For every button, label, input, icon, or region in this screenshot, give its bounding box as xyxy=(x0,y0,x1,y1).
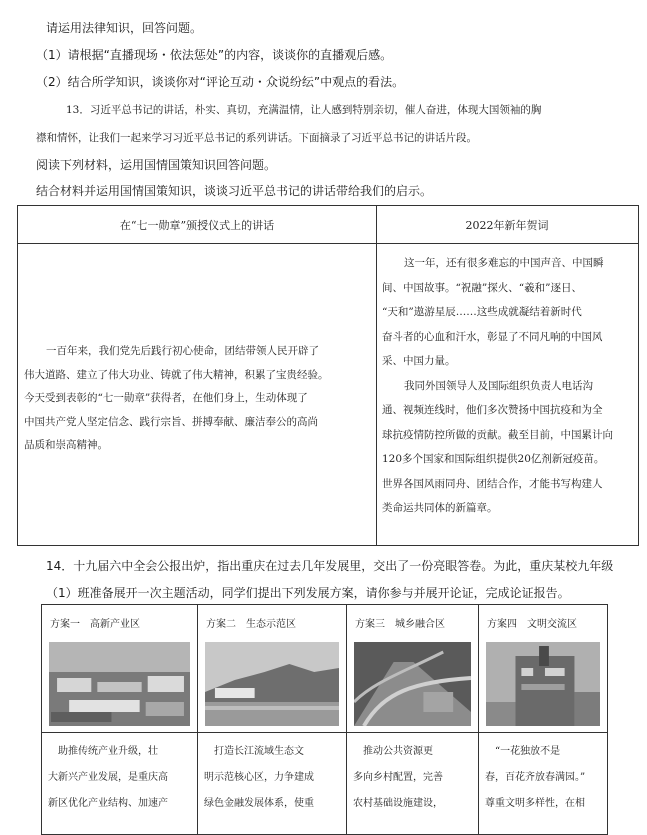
right-line: 类命运共同体的新篇章。 xyxy=(382,502,498,514)
plan-line: 推动公共资源更 xyxy=(353,746,433,757)
plan-2-column xyxy=(197,605,346,834)
left-column-header: 在“七一勋章”颁授仪式上的讲话 xyxy=(18,206,376,244)
right-line: 间、中国故事。“祝融”探火、“羲和”逐日、 xyxy=(382,281,582,294)
instruction-text: 请运用法律知识，回答问题。 xyxy=(46,21,203,35)
plan-4-column xyxy=(478,605,607,834)
right-line: 我同外国领导人及国际组织负责人电话沟 xyxy=(404,379,593,392)
question-1: （1）请根据“直播现场・依法惩处”的内容，谈谈你的直播观后感。 xyxy=(36,48,393,62)
right-line: 球抗疫情防控所做的贡献。截至目前，中国累计向 xyxy=(382,428,613,441)
left-line: 中国共产党人坚定信念、践行宗旨、拼搏奉献、廉洁奉公的高尚 xyxy=(24,415,318,428)
right-line: 采、中国力量。 xyxy=(382,355,456,367)
plan-line: 尊重文明多样性，在相 xyxy=(485,798,585,809)
plan-2-title: 方案二 生态示范区 xyxy=(206,619,296,630)
q13-read-instruction: 阅读下列材料，运用国情国策知识回答问题。 xyxy=(36,158,277,172)
right-line: “天和”遨游星辰……这些成就凝结着新时代 xyxy=(382,306,582,318)
left-speech-content xyxy=(24,340,372,458)
left-line: 今天受到表彰的“七一勋章”获得者，在他们身上，生动体现了 xyxy=(24,392,308,404)
right-line: 世界各国风雨同舟、团结合作，才能书写构建人 xyxy=(382,477,603,490)
plan-4-description xyxy=(485,739,603,817)
plan-3-column xyxy=(346,605,478,834)
q13-text-line2: 襟和情怀，让我们一起来学习习近平总书记的系列讲话。下面摘录了习近平总书记的讲话片段。 xyxy=(36,132,477,144)
right-line: 这一年，还有很多难忘的中国声音、中国瞬 xyxy=(404,257,604,269)
plan-line: 助推传统产业升级，壮 xyxy=(48,746,158,757)
plan-line: 多向乡村配置，完善 xyxy=(353,772,443,783)
plan-line: 绿色金融发展体系，使重 xyxy=(204,798,314,809)
plan-line: 大新兴产业发展，是重庆高 xyxy=(48,772,168,783)
plan-3-photo xyxy=(354,642,471,726)
plan-line: 农村基础设施建设， xyxy=(353,798,443,809)
plan-line: “一花独放不是 xyxy=(485,746,561,757)
q13-task: 结合材料并运用国情国策知识，谈谈习近平总书记的讲话带给我们的启示。 xyxy=(36,184,433,198)
question-2: （2）结合所学知识，谈谈你对“评论互动・众说纷纭”中观点的看法。 xyxy=(36,75,405,89)
speech-table xyxy=(17,205,639,546)
plan-line: 打造长江流域生态文 xyxy=(204,746,304,757)
plan-line: 明示范核心区，力争建成 xyxy=(204,772,314,783)
plan-2-photo xyxy=(205,642,339,726)
plan-line: 春，百花齐放春满园。” xyxy=(485,772,586,783)
q13-text-line1: 13．习近平总书记的讲话，朴实、真切，充满温情，让人感到特别亲切，催人奋进，体现大国领袖的胸 xyxy=(66,104,542,116)
right-column-header: 2022年新年贺词 xyxy=(376,206,638,244)
plan-3-description xyxy=(353,739,474,817)
left-line: 一百年来，我们党先后践行初心使命，团结带领人民开辟了 xyxy=(46,345,319,357)
plan-3-title: 方案三 城乡融合区 xyxy=(355,619,445,630)
plans-table xyxy=(41,604,608,835)
right-line: 120多个国家和国际组织提供20亿剂新冠疫苗。 xyxy=(382,453,605,465)
plan-4-title: 方案四 文明交流区 xyxy=(487,619,577,630)
plan-1-column xyxy=(42,605,197,834)
left-line: 品质和崇高精神。 xyxy=(24,439,108,451)
right-line: 奋斗者的心血和汗水，彰显了不同凡响的中国风 xyxy=(382,330,603,343)
q14-text-line2: （1）班准备展开一次主题活动，同学们提出下列发展方案，请你参与并展开论证，完成论证报告。 xyxy=(46,586,570,600)
plan-2-description xyxy=(204,739,342,817)
right-speech-content xyxy=(382,251,636,521)
left-line: 伟大道路、建立了伟大功业、铸就了伟大精神，积累了宝贵经验。 xyxy=(24,368,329,381)
plan-1-photo xyxy=(49,642,190,726)
q14-text-line1: 14．十九届六中全会公报出炉，指出重庆在过去几年发展里，交出了一份亮眼答卷。为此，重庆某校九年级 xyxy=(46,559,614,573)
plan-1-title: 方案一 高新产业区 xyxy=(50,619,140,630)
plan-4-photo xyxy=(486,642,600,726)
plan-line: 新区优化产业结构、加速产 xyxy=(48,798,168,809)
plan-1-description xyxy=(48,739,193,817)
column-divider xyxy=(376,206,377,545)
right-line: 通、视频连线时，他们多次赞扬中国抗疫和为全 xyxy=(382,404,603,416)
